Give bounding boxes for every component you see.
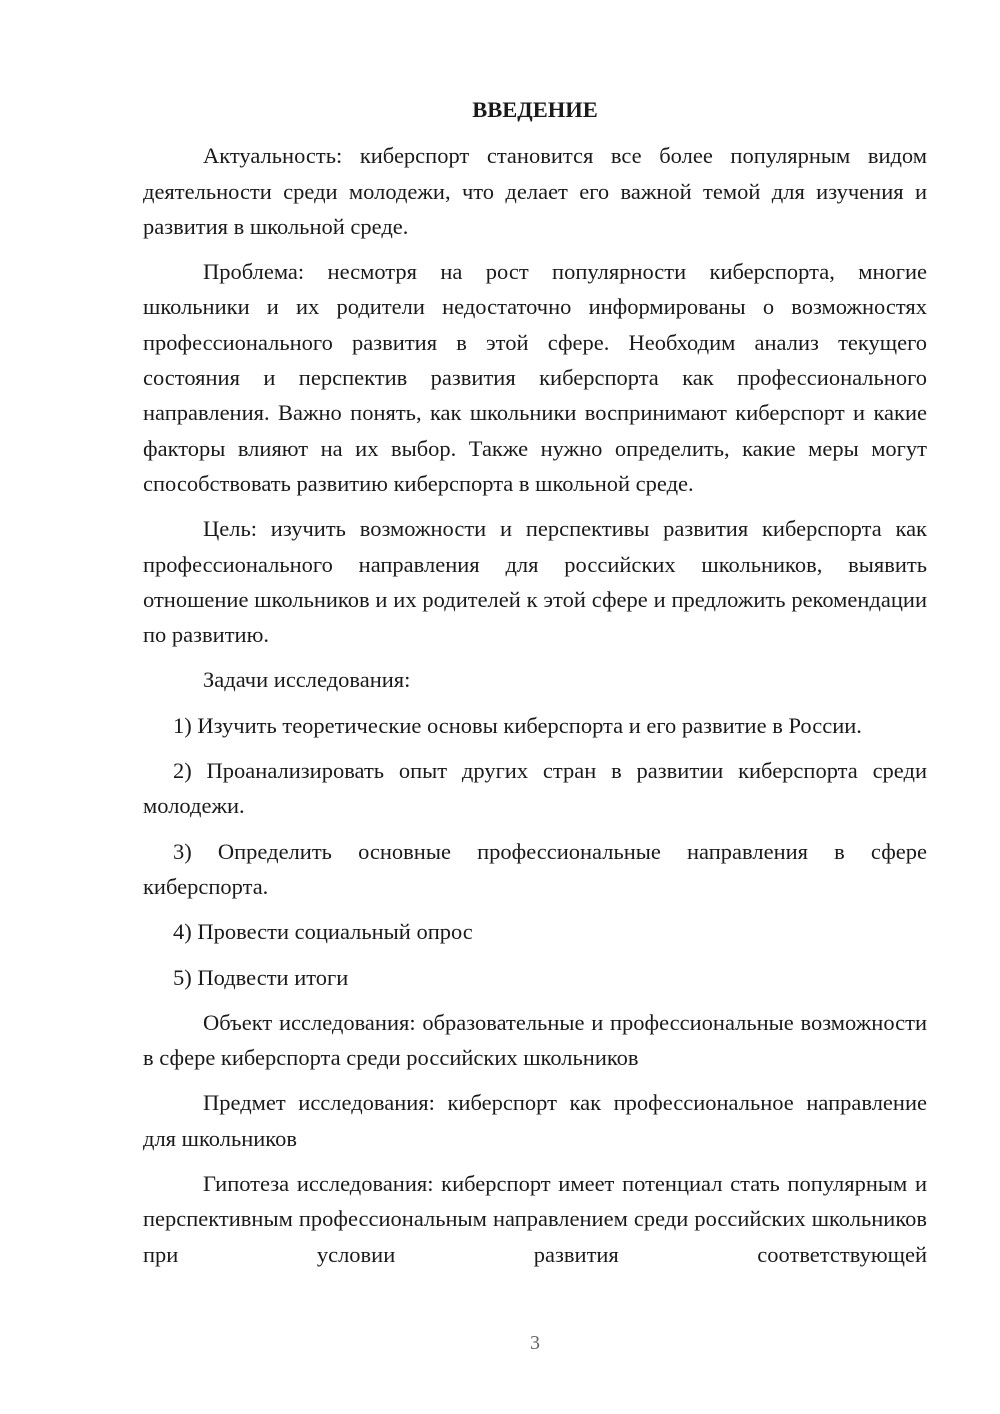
page-number: 3 <box>530 1332 540 1354</box>
section-title: ВВЕДЕНИЕ <box>472 97 598 122</box>
task-item-1: 1) Изучить теоретические основы киберспорта и его развитие в России. <box>173 712 862 738</box>
paragraph-problem: Проблема: несмотря на рост популярности киберспорта, многие школьники и их родители недостаточно информированы о возможностях профессионального развития в этой сфере. Необходим анализ текущего состояния и перспектив развития киберспорта как профессионального направления. Важно понять, как школьники воспринимают киберспорт и какие факторы влияют на их выбор. Также нужно определить, какие меры могут способствовать развитию киберспорта в школьной среде. <box>143 259 927 496</box>
paragraph-goal: Цель: изучить возможности и перспективы развития киберспорта как профессионального направления для российских школьников, выявить отношение школьников и их родителей к этой сфере и предложить рекомендации по развитию. <box>143 516 927 648</box>
paragraph-hypothesis: Гипотеза исследования: киберспорт имеет потенциал стать популярным и перспективным профессиональным направлением среди российских школьников при условии развития соответствующей <box>143 1171 927 1267</box>
paragraph-relevance: Актуальность: киберспорт становится все более популярным видом деятельности среди молодежи, что делает его важной темой для изучения и развития в школьной среде. <box>143 143 927 239</box>
document-body <box>143 92 927 1282</box>
task-item-5: 5) Подвести итоги <box>173 964 349 990</box>
task-item-4: 4) Провести социальный опрос <box>173 919 473 945</box>
paragraph-tasks-heading: Задачи исследования: <box>203 667 411 693</box>
paragraph-object: Объект исследования: образовательные и профессиональные возможности в сфере киберспорта среди российских школьников <box>143 1009 927 1071</box>
task-item-3: 3) Определить основные профессиональные направления в сфере киберспорта. <box>143 838 927 899</box>
task-item-2: 2) Проанализировать опыт других стран в развитии киберспорта среди молодежи. <box>143 758 927 819</box>
paragraph-subject: Предмет исследования: киберспорт как профессиональное направление для школьников <box>143 1090 927 1151</box>
